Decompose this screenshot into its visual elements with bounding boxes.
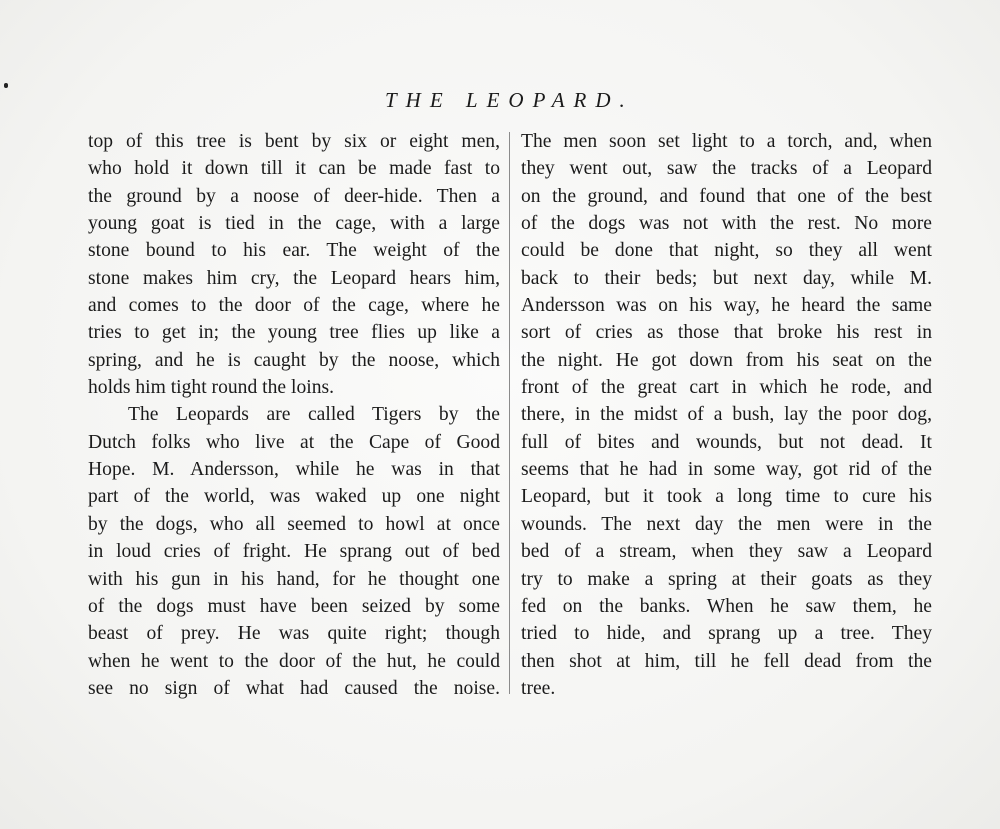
text-line: there, in the midst of a bush, lay the poor dog, — [521, 404, 932, 426]
text-line: with his gun in his hand, for he thought one — [88, 568, 500, 590]
text-line: back to their beds; but next day, while M. — [521, 267, 932, 289]
text-line: who hold it down till it can be made fast to — [88, 158, 500, 180]
text-line: The men soon set light to a torch, and, when — [521, 131, 932, 152]
left-column — [88, 128, 500, 702]
text-line: young goat is tied in the cage, with a large — [88, 213, 500, 235]
text-line: the ground by a noose of deer-hide. Then a — [88, 185, 500, 207]
text-line: see no sign of what had caused the noise. — [88, 677, 500, 699]
text-line: they went out, saw the tracks of a Leopard — [521, 158, 932, 180]
text-line: seems that he had in some way, got rid of the — [521, 459, 932, 481]
text-line: top of this tree is bent by six or eight men, — [88, 131, 500, 152]
text-line: on the ground, and found that one of the best — [521, 185, 932, 207]
text-line: in loud cries of fright. He sprang out of bed — [88, 541, 500, 563]
text-line: try to make a spring at their goats as they — [521, 568, 932, 590]
text-line: holds him tight round the loins. — [88, 377, 335, 399]
text-line: fed on the banks. When he saw them, he — [521, 595, 932, 617]
text-line: Andersson was on his way, he heard the same — [521, 295, 932, 317]
text-line: front of the great cart in which he rode, and — [521, 377, 932, 399]
text-line: Leopard, but it took a long time to cure his — [521, 486, 932, 508]
ink-speck — [4, 83, 8, 88]
text-line: tree. — [521, 677, 556, 699]
text-line: full of bites and wounds, but not dead. It — [521, 431, 932, 453]
text-line: tries to get in; the young tree flies up like a — [88, 322, 500, 344]
text-line: Hope. M. Andersson, while he was in that — [88, 459, 500, 481]
text-line: wounds. The next day the men were in the — [521, 513, 932, 535]
right-column — [521, 128, 932, 702]
text-line: of the dogs must have been seized by some — [88, 595, 500, 617]
text-line: of the dogs was not with the rest. No more — [521, 213, 932, 235]
text-line: Dutch folks who live at the Cape of Good — [88, 431, 500, 453]
text-line: beast of prey. He was quite right; though — [88, 623, 500, 645]
page-title: THE LEOPARD. — [385, 88, 634, 112]
text-line: spring, and he is caught by the noose, which — [88, 349, 500, 371]
text-line: the night. He got down from his seat on the — [521, 349, 932, 371]
text-line: stone makes him cry, the Leopard hears him, — [88, 267, 500, 289]
text-line: tried to hide, and sprang up a tree. They — [521, 623, 932, 645]
text-line: by the dogs, who all seemed to howl at once — [88, 513, 500, 535]
text-line: then shot at him, till he fell dead from the — [521, 650, 932, 672]
text-line: stone bound to his ear. The weight of the — [88, 240, 500, 262]
text-line: bed of a stream, when they saw a Leopard — [521, 541, 932, 563]
text-line: and comes to the door of the cage, where he — [88, 295, 500, 317]
text-line: part of the world, was waked up one night — [88, 486, 500, 508]
column-divider — [509, 132, 510, 694]
text-line: could be done that night, so they all went — [521, 240, 932, 262]
text-line: sort of cries as those that broke his rest in — [521, 322, 932, 344]
text-line: The Leopards are called Tigers by the — [128, 404, 500, 426]
text-line: when he went to the door of the hut, he could — [88, 650, 500, 672]
